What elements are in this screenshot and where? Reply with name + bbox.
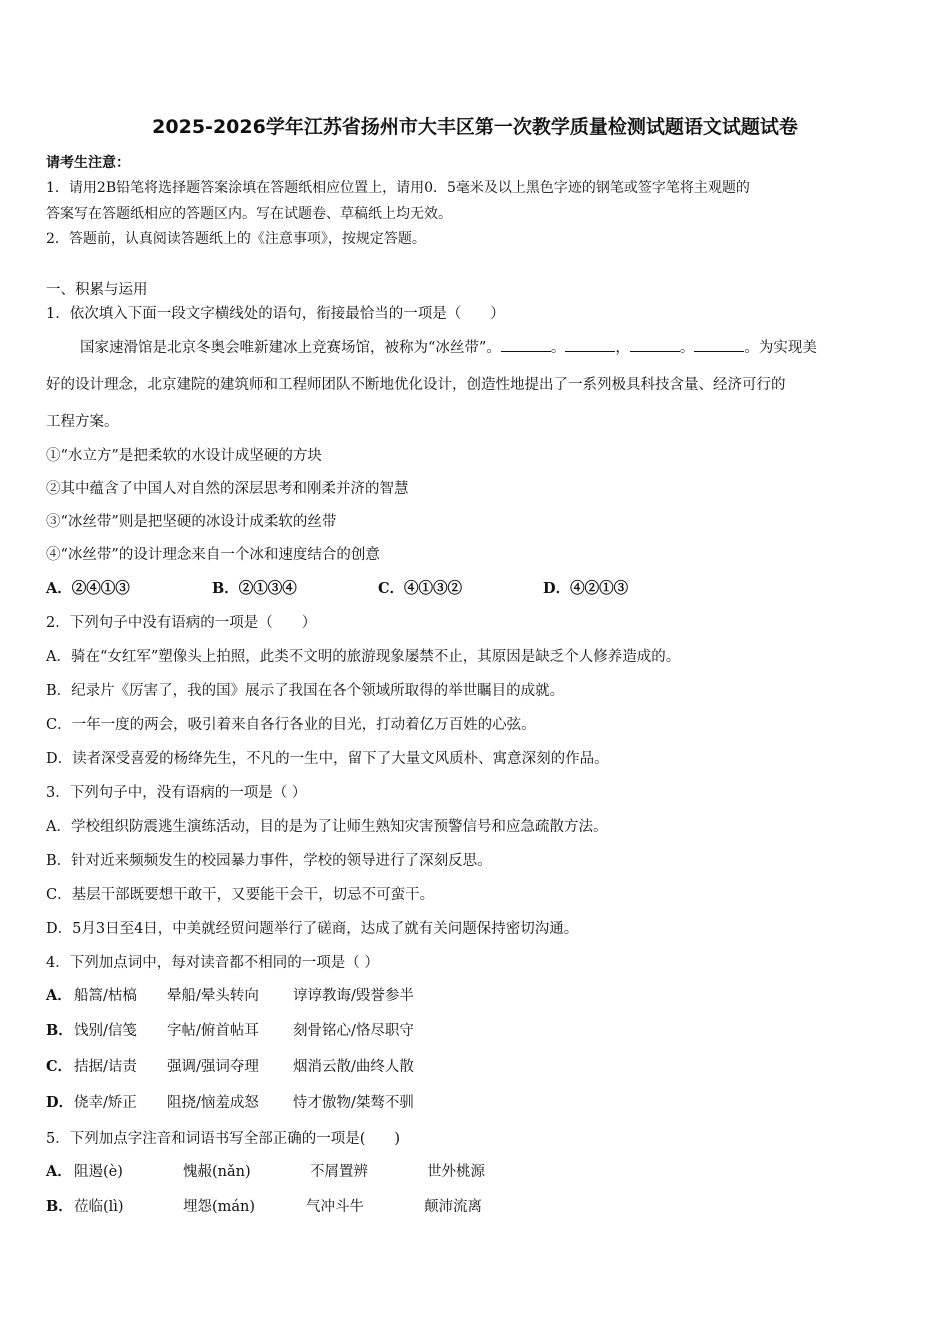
passage-punct: ，: [615, 340, 630, 356]
passage-punct: 。: [550, 340, 566, 356]
question-2-option-b[interactable]: B．纪录片《厉害了，我的国》展示了我国在各个领域所取得的举世瞩目的成就。: [46, 683, 565, 699]
option-label: B．: [46, 1022, 73, 1039]
question-3-option-c[interactable]: C．基层干部既要想干敢干，又要能干会干，切忌不可蛮干。: [46, 887, 435, 903]
word-pair-2: 晕船/晕头转向: [167, 988, 259, 1004]
word-4: 颠沛流离: [424, 1199, 482, 1215]
question-1-sentence-1: ①“水立方”是把柔软的水设计成坚硬的方块: [46, 448, 322, 464]
section-heading: 一、积累与运用: [46, 282, 148, 298]
question-1-option-b[interactable]: B．②①③④: [212, 580, 297, 597]
option-label: A．: [46, 987, 72, 1004]
word-3: 气冲斗牛: [306, 1199, 364, 1215]
blank-2: [565, 339, 615, 352]
question-3-option-d[interactable]: D．5月3日至4日，中美就经贸问题举行了磋商，达成了就有关问题保持密切沟通。: [46, 921, 579, 937]
question-3-option-b[interactable]: B．针对近来频频发生的校园暴力事件，学校的领导进行了深刻反思。: [46, 853, 492, 869]
word-3: 不屑置辨: [310, 1164, 368, 1180]
question-3-option-a[interactable]: A．学校组织防震逃生演练活动，目的是为了让师生熟知灾害预警信号和应急疏散方法。: [46, 819, 608, 835]
notice-heading: 请考生注意：: [46, 155, 130, 171]
word-2: 埋怨(mán): [183, 1199, 256, 1215]
notice-item-1b: 答案写在答题纸相应的答题区内。写在试题卷、草稿纸上均无效。: [46, 206, 452, 222]
question-1-sentence-3: ③“冰丝带”则是把坚硬的冰设计成柔软的丝带: [46, 514, 337, 530]
word-pair-2: 字帖/俯首帖耳: [167, 1023, 259, 1039]
question-1-passage-line-2: 好的设计理念，北京建院的建筑师和工程师团队不断地优化设计，创造性地提出了一系列极具科技含量、经济可行的: [46, 377, 786, 393]
notice-item-2: 2．答题前，认真阅读答题纸上的《注意事项》，按规定答题。: [46, 231, 426, 247]
question-1-sentence-2: ②其中蕴含了中国人对自然的深层思考和刚柔并济的智慧: [46, 481, 409, 497]
question-2-option-c[interactable]: C．一年一度的两会，吸引着来自各行各业的目光，打动着亿万百姓的心弦。: [46, 717, 536, 733]
option-label: A．: [46, 1163, 72, 1180]
word-pair-1: 船篙/枯槁: [74, 988, 137, 1004]
question-1-sentence-4: ④“冰丝带”的设计理念来自一个冰和速度结合的创意: [46, 547, 380, 563]
question-1-option-c[interactable]: C．④①③②: [378, 580, 463, 597]
question-5-option-b[interactable]: [46, 1195, 482, 1216]
word-pair-3: 刻骨铭心/恪尽职守: [293, 1023, 414, 1039]
word-4: 世外桃源: [427, 1164, 485, 1180]
word-pair-1: 拮据/诘责: [74, 1059, 137, 1075]
question-4-stem: 4．下列加点词中，每对读音都不相同的一项是（ ）: [46, 955, 379, 971]
question-1-passage-line-3: 工程方案。: [46, 414, 119, 430]
passage-punct: 。: [679, 340, 695, 356]
word-1: 莅临(lì): [74, 1199, 124, 1215]
question-4-option-d[interactable]: [46, 1091, 414, 1112]
word-1: 阻遏(è): [74, 1164, 123, 1180]
question-4-option-a[interactable]: [46, 984, 414, 1005]
word-pair-2: 强调/强词夺理: [167, 1059, 259, 1075]
question-3-stem: 3．下列句子中，没有语病的一项是（ ）: [46, 785, 307, 801]
question-1-stem: 1．依次填入下面一段文字横线处的语句，衔接最恰当的一项是（ ）: [46, 306, 505, 322]
option-label: B．: [46, 1198, 73, 1215]
question-5-option-a[interactable]: [46, 1160, 485, 1181]
question-4-option-c[interactable]: [46, 1055, 414, 1076]
blank-4: [694, 339, 744, 352]
question-2-stem: 2．下列句子中没有语病的一项是（ ）: [46, 615, 317, 631]
passage-text: 。为实现美: [744, 340, 817, 356]
blank-3: [630, 339, 680, 352]
notice-item-1a: 1．请用2B铅笔将选择题答案涂填在答题纸相应位置上，请用0．5毫米及以上黑色字迹的钢笔或签字笔将主观题的: [46, 180, 750, 196]
passage-text: 国家速滑馆是北京冬奥会唯新建冰上竞赛场馆，被称为“冰丝带”。: [80, 340, 501, 356]
word-pair-3: 恃才傲物/桀骜不驯: [293, 1095, 414, 1111]
word-pair-3: 烟消云散/曲终人散: [293, 1059, 414, 1075]
option-label: C．: [46, 1058, 73, 1075]
question-1-passage-line-1: [80, 336, 817, 357]
question-2-option-a[interactable]: A．骑在“女红军”塑像头上拍照，此类不文明的旅游现象屡禁不止，其原因是缺乏个人修养造成的。: [46, 649, 681, 665]
word-pair-1: 侥幸/矫正: [74, 1095, 137, 1111]
word-pair-1: 饯别/信笺: [74, 1023, 137, 1039]
question-4-option-b[interactable]: [46, 1019, 414, 1040]
question-5-stem: 5．下列加点字注音和词语书写全部正确的一项是( ): [46, 1131, 401, 1147]
question-1-option-a[interactable]: A．②④①③: [46, 580, 130, 597]
blank-1: [501, 339, 551, 352]
word-pair-3: 谆谆教诲/毁誉参半: [293, 988, 414, 1004]
word-2: 愧赧(nǎn): [183, 1164, 251, 1180]
question-1-option-d[interactable]: D．④②①③: [543, 580, 629, 597]
question-2-option-d[interactable]: D．读者深受喜爱的杨绛先生，不凡的一生中，留下了大量文风质朴、寓意深刻的作品。: [46, 751, 609, 767]
option-label: D．: [46, 1094, 74, 1111]
word-pair-2: 阻挠/恼羞成怒: [167, 1095, 259, 1111]
page-title: 2025-2026学年江苏省扬州市大丰区第一次教学质量检测试题语文试题试卷: [152, 116, 798, 138]
